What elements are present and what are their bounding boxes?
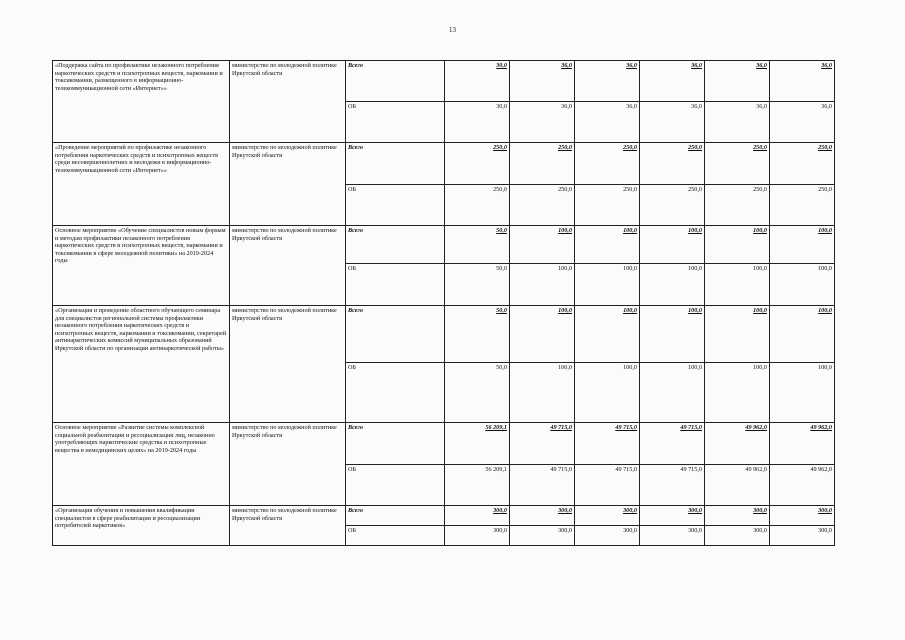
activity-name-cell: «Проведение мероприятий по профилактике незаконного потребления наркотических средств и психотропных веществ среди несовершеннолетних и молодежи в информационно-телекоммуникационной сети «Интернет»»	[53, 143, 230, 226]
ob-value-cell: 49 715,0	[640, 465, 705, 506]
total-value-cell: 300,0	[705, 506, 770, 526]
total-value-cell: 50,0	[445, 306, 510, 363]
ob-value-cell: 250,0	[770, 185, 835, 226]
total-value-cell: 100,0	[705, 306, 770, 363]
ob-value-cell: 100,0	[575, 264, 640, 306]
total-value-cell: 100,0	[510, 306, 575, 363]
ob-value-cell: 100,0	[770, 264, 835, 306]
total-value-cell: 49 715,0	[640, 423, 705, 465]
total-value-cell: 30,0	[445, 61, 510, 102]
ob-value-cell: 36,0	[575, 102, 640, 143]
responsible-org-cell: министерство по молодежной политике Иркутской области	[230, 506, 346, 546]
total-value-cell: 300,0	[770, 506, 835, 526]
ob-value-cell: 49 962,0	[770, 465, 835, 506]
activity-name-cell: Основное мероприятие «Обучение специалистов новым формам и методам профилактики незаконного потребления наркотических средств и психотропных веществ, наркомании и токсикомании в сфере молодежной политики» на 2019-2024 годы	[53, 226, 230, 306]
table-row	[53, 61, 835, 102]
total-value-cell: 36,0	[575, 61, 640, 102]
total-value-cell: 100,0	[575, 226, 640, 264]
total-value-cell: 36,0	[705, 61, 770, 102]
ob-value-cell: 300,0	[510, 526, 575, 546]
ob-value-cell: 50,0	[445, 264, 510, 306]
total-value-cell: 300,0	[510, 506, 575, 526]
ob-value-cell: 100,0	[575, 363, 640, 423]
funding-source-ob-cell: ОБ	[346, 264, 445, 306]
ob-value-cell: 100,0	[770, 363, 835, 423]
activity-name-cell: «Поддержка сайта по профилактике незаконного потребления наркотических средств и психотропных веществ, наркомании и токсикомании, размещенного в информационно-телекоммуникационной сети «Интернет»»	[53, 61, 230, 143]
table-row	[53, 226, 835, 264]
ob-value-cell: 300,0	[770, 526, 835, 546]
funding-source-total-cell: Всего	[346, 143, 445, 185]
responsible-org-cell: министерство по молодежной политике Иркутской области	[230, 423, 346, 506]
ob-value-cell: 36,0	[510, 102, 575, 143]
table-row	[53, 423, 835, 465]
total-value-cell: 100,0	[705, 226, 770, 264]
ob-value-cell: 56 209,1	[445, 465, 510, 506]
total-value-cell: 36,0	[640, 61, 705, 102]
total-value-cell: 250,0	[705, 143, 770, 185]
funding-source-total-cell: Всего	[346, 306, 445, 363]
ob-value-cell: 30,0	[445, 102, 510, 143]
total-value-cell: 100,0	[640, 306, 705, 363]
total-value-cell: 250,0	[640, 143, 705, 185]
ob-value-cell: 300,0	[705, 526, 770, 546]
total-value-cell: 49 715,0	[575, 423, 640, 465]
activity-name-cell: «Организация и проведение областного обучающего семинара для специалистов региональной системы профилактики незаконного потребления наркотических средств и психотропных веществ, наркомании и токсикомании, секретарей антинаркотических комиссий муниципальных образований Иркутской области по организации антинаркотической работы»	[53, 306, 230, 423]
total-value-cell: 49 962,0	[705, 423, 770, 465]
ob-value-cell: 250,0	[640, 185, 705, 226]
funding-source-total-cell: Всего	[346, 61, 445, 102]
ob-value-cell: 100,0	[705, 264, 770, 306]
ob-value-cell: 300,0	[575, 526, 640, 546]
activity-name-cell: Основное мероприятие «Развитие системы комплексной социальной реабилитации и ресоциализации лиц, незаконно употребляющих наркотические средства и психотропные вещества в немедицинских целях» на 2019-2024 годы	[53, 423, 230, 506]
ob-value-cell: 49 715,0	[575, 465, 640, 506]
funding-source-ob-cell: ОБ	[346, 465, 445, 506]
total-value-cell: 100,0	[640, 226, 705, 264]
total-value-cell: 300,0	[445, 506, 510, 526]
ob-value-cell: 100,0	[640, 363, 705, 423]
funding-source-ob-cell: ОБ	[346, 363, 445, 423]
responsible-org-cell: министерство по молодежной политике Иркутской области	[230, 306, 346, 423]
responsible-org-cell: министерство по молодежной политике Иркутской области	[230, 143, 346, 226]
total-value-cell: 56 209,1	[445, 423, 510, 465]
total-value-cell: 100,0	[770, 226, 835, 264]
budget-table	[52, 60, 835, 546]
total-value-cell: 250,0	[770, 143, 835, 185]
total-value-cell: 36,0	[770, 61, 835, 102]
total-value-cell: 49 962,0	[770, 423, 835, 465]
funding-source-total-cell: Всего	[346, 506, 445, 526]
ob-value-cell: 49 962,0	[705, 465, 770, 506]
activity-name-cell: «Организация обучения и повышения квалификации специалистов в сфере реабилитации и ресоциализации потребителей наркотиков»	[53, 506, 230, 546]
total-value-cell: 300,0	[575, 506, 640, 526]
ob-value-cell: 36,0	[705, 102, 770, 143]
page-number: 13	[449, 26, 456, 34]
total-value-cell: 100,0	[510, 226, 575, 264]
ob-value-cell: 100,0	[705, 363, 770, 423]
total-value-cell: 49 715,0	[510, 423, 575, 465]
ob-value-cell: 250,0	[705, 185, 770, 226]
funding-source-total-cell: Всего	[346, 226, 445, 264]
total-value-cell: 50,0	[445, 226, 510, 264]
total-value-cell: 250,0	[445, 143, 510, 185]
total-value-cell: 100,0	[770, 306, 835, 363]
responsible-org-cell: министерство по молодежной политике Иркутской области	[230, 61, 346, 143]
table-row	[53, 506, 835, 526]
ob-value-cell: 250,0	[575, 185, 640, 226]
ob-value-cell: 250,0	[510, 185, 575, 226]
ob-value-cell: 36,0	[640, 102, 705, 143]
ob-value-cell: 250,0	[445, 185, 510, 226]
funding-source-total-cell: Всего	[346, 423, 445, 465]
total-value-cell: 36,0	[510, 61, 575, 102]
responsible-org-cell: министерство по молодежной политике Иркутской области	[230, 226, 346, 306]
ob-value-cell: 49 715,0	[510, 465, 575, 506]
ob-value-cell: 300,0	[445, 526, 510, 546]
funding-source-ob-cell: ОБ	[346, 102, 445, 143]
total-value-cell: 250,0	[510, 143, 575, 185]
total-value-cell: 100,0	[575, 306, 640, 363]
ob-value-cell: 36,0	[770, 102, 835, 143]
table-row	[53, 143, 835, 185]
ob-value-cell: 100,0	[640, 264, 705, 306]
ob-value-cell: 100,0	[510, 264, 575, 306]
total-value-cell: 250,0	[575, 143, 640, 185]
ob-value-cell: 300,0	[640, 526, 705, 546]
ob-value-cell: 50,0	[445, 363, 510, 423]
funding-source-ob-cell: ОБ	[346, 185, 445, 226]
total-value-cell: 300,0	[640, 506, 705, 526]
ob-value-cell: 100,0	[510, 363, 575, 423]
funding-source-ob-cell: ОБ	[346, 526, 445, 546]
table-row	[53, 306, 835, 363]
